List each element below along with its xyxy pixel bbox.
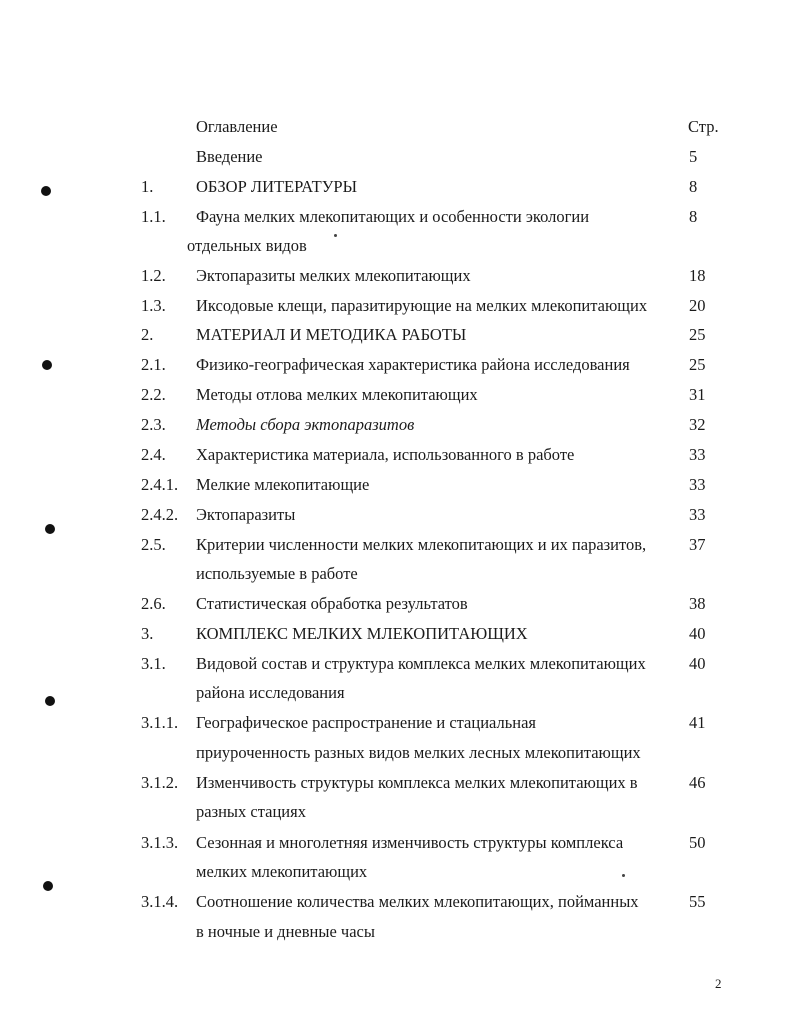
- toc-entry-number: 2.2.: [141, 385, 166, 404]
- toc-entry-title: Методы отлова мелких млекопитающих: [196, 385, 478, 404]
- toc-entry-title: ОБЗОР ЛИТЕРАТУРЫ: [196, 177, 357, 196]
- toc-entry-number: 3.: [141, 624, 154, 643]
- toc-entry-page: 25: [689, 325, 706, 344]
- toc-entry-title-continued: отдельных видов: [187, 236, 307, 255]
- toc-entry-title: Видовой состав и структура комплекса мелких млекопитающих: [196, 654, 646, 673]
- toc-entry-page: 33: [689, 445, 706, 464]
- toc-entry-page: 55: [689, 892, 706, 911]
- toc-entry-page: 41: [689, 713, 706, 732]
- toc-entry-page: 38: [689, 594, 706, 613]
- toc-entry-title: Введение: [196, 147, 263, 166]
- toc-entry-page: 33: [689, 505, 706, 524]
- toc-entry-title: Эктопаразиты: [196, 505, 296, 524]
- toc-entry-page: 25: [689, 355, 706, 374]
- toc-entry-title: Характеристика материала, использованного в работе: [196, 445, 575, 464]
- punch-hole-mark: [42, 360, 52, 370]
- toc-entry-title: Статистическая обработка результатов: [196, 594, 468, 613]
- punch-hole-mark: [45, 524, 55, 534]
- toc-entry-number: 2.6.: [141, 594, 166, 613]
- toc-entry-page: 33: [689, 475, 706, 494]
- toc-entry-title-continued: мелких млекопитающих: [196, 862, 368, 881]
- toc-entry-title-continued: приуроченность разных видов мелких лесных млекопитающих: [196, 743, 641, 762]
- page-column-label: Стр.: [688, 117, 719, 136]
- toc-entry-title-continued: в ночные и дневные часы: [196, 922, 375, 941]
- toc-entry-number: 1.: [141, 177, 154, 196]
- toc-entry-number: 2.4.1.: [141, 475, 179, 494]
- toc-entry-title: Соотношение количества мелких млекопитающих, пойманных: [196, 892, 639, 911]
- toc-entry-title: Мелкие млекопитающие: [196, 475, 370, 494]
- toc-entry-number: 3.1.1.: [141, 713, 179, 732]
- toc-entry-number: 1.1.: [141, 207, 166, 226]
- toc-entry-page: 40: [689, 654, 706, 673]
- toc-entry-number: 2.3.: [141, 415, 166, 434]
- toc-entry-title: Иксодовые клещи, паразитирующие на мелких млекопитающих: [196, 296, 648, 315]
- toc-entry-page: 5: [689, 147, 698, 166]
- toc-entry-page: 31: [689, 385, 706, 404]
- toc-entry-title-continued: используемые в работе: [196, 564, 358, 583]
- scan-speck: [334, 234, 337, 237]
- toc-entry-number: 2.: [141, 325, 154, 344]
- toc-entry-page: 32: [689, 415, 706, 434]
- toc-entry-page: 8: [689, 207, 698, 226]
- toc-entry-number: 2.4.: [141, 445, 166, 464]
- toc-entry-title: МАТЕРИАЛ И МЕТОДИКА РАБОТЫ: [196, 325, 467, 344]
- toc-entry-number: 3.1.4.: [141, 892, 179, 911]
- toc-entry-title: Изменчивость структуры комплекса мелких млекопитающих в: [196, 773, 638, 792]
- toc-title: Оглавление: [196, 117, 278, 136]
- toc-entry-number: 3.1.2.: [141, 773, 179, 792]
- toc-entry-page: 20: [689, 296, 706, 315]
- toc-entry-number: 2.4.2.: [141, 505, 179, 524]
- toc-entry-title: Методы сбора эктопаразитов: [196, 415, 415, 434]
- punch-hole-mark: [45, 696, 55, 706]
- toc-entry-title: Эктопаразиты мелких млекопитающих: [196, 266, 471, 285]
- toc-entry-title: Критерии численности мелких млекопитающих и их паразитов,: [196, 535, 647, 554]
- toc-entry-title-continued: разных стациях: [196, 802, 306, 821]
- punch-hole-mark: [43, 881, 53, 891]
- toc-entry-number: 3.1.: [141, 654, 166, 673]
- toc-entry-page: 50: [689, 833, 706, 852]
- toc-entry-title: Физико-географическая характеристика района исследования: [196, 355, 630, 374]
- punch-hole-mark: [41, 186, 51, 196]
- toc-entry-page: 40: [689, 624, 706, 643]
- toc-entry-number: 2.1.: [141, 355, 166, 374]
- toc-entry-number: 1.3.: [141, 296, 166, 315]
- toc-entry-number: 2.5.: [141, 535, 166, 554]
- toc-entry-title: Географическое распространение и стациальная: [196, 713, 537, 732]
- toc-entry-title-continued: района исследования: [196, 683, 345, 702]
- toc-entry-page: 8: [689, 177, 698, 196]
- toc-entry-title: Фауна мелких млекопитающих и особенности экологии: [196, 207, 590, 226]
- toc-entry-page: 18: [689, 266, 706, 285]
- toc-entry-number: 3.1.3.: [141, 833, 179, 852]
- toc-entry-page: 46: [689, 773, 706, 792]
- footer-page-number: 2: [715, 976, 722, 991]
- scan-speck: [622, 874, 625, 877]
- toc-entry-title: КОМПЛЕКС МЕЛКИХ МЛЕКОПИТАЮЩИХ: [196, 624, 528, 643]
- toc-entry-title: Сезонная и многолетняя изменчивость структуры комплекса: [196, 833, 624, 852]
- toc-entry-page: 37: [689, 535, 706, 554]
- toc-entry-number: 1.2.: [141, 266, 166, 285]
